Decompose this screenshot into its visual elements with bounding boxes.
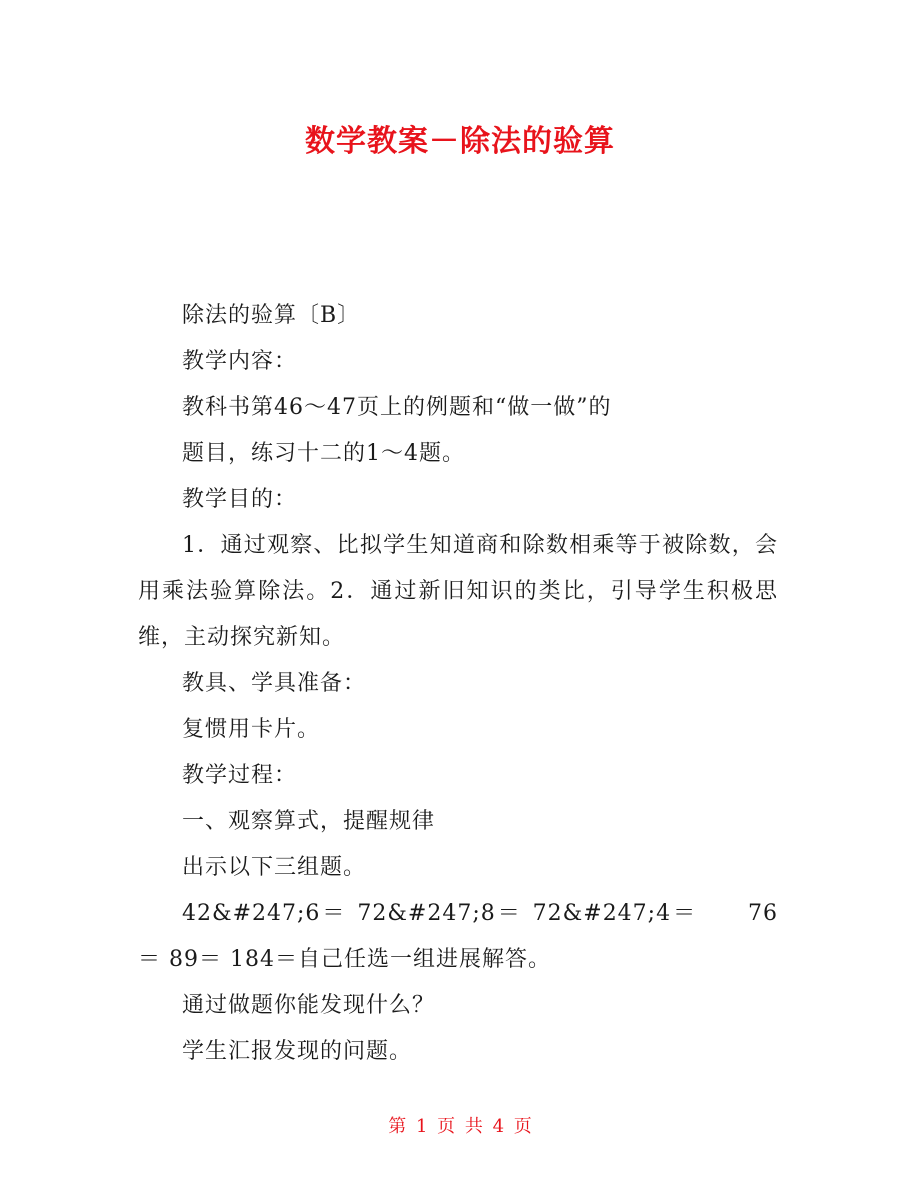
paragraph: 1．通过观察、比拟学生知道商和除数相乘等于被除数，会用乘法验算除法。2．通过新旧知识的类比，引导学生积极思维，主动探究新知。 xyxy=(138,533,778,650)
paragraph: 出示以下三组题。 xyxy=(182,855,367,880)
paragraph: 通过做题你能发现什么？ xyxy=(182,993,436,1018)
paragraph: 教具、学具准备： xyxy=(182,671,367,696)
document-body xyxy=(138,293,778,1075)
paragraph: 题目，练习十二的1～4题。 xyxy=(182,441,465,466)
paragraph: 教学目的： xyxy=(182,487,298,512)
paragraph: 除法的验算〔B〕 xyxy=(182,303,361,328)
paragraph: 教科书第46～47页上的例题和“做一做”的 xyxy=(182,395,612,420)
paragraph: 教学内容： xyxy=(182,349,298,374)
paragraph: 学生汇报发现的问题。 xyxy=(182,1039,413,1064)
paragraph: 42&#247;6＝ 72&#247;8＝ 72&#247;4＝ 76＝ 89＝ 184＝自己任选一组进展解答。 xyxy=(138,901,778,972)
page-footer: 第 1 页 共 4 页 xyxy=(388,1116,532,1137)
paragraph: 复惯用卡片。 xyxy=(182,717,321,742)
document-title: 数学教案－除法的验算 xyxy=(305,124,615,159)
paragraph: 一、观察算式，提醒规律 xyxy=(182,809,436,834)
paragraph: 教学过程： xyxy=(182,763,298,788)
